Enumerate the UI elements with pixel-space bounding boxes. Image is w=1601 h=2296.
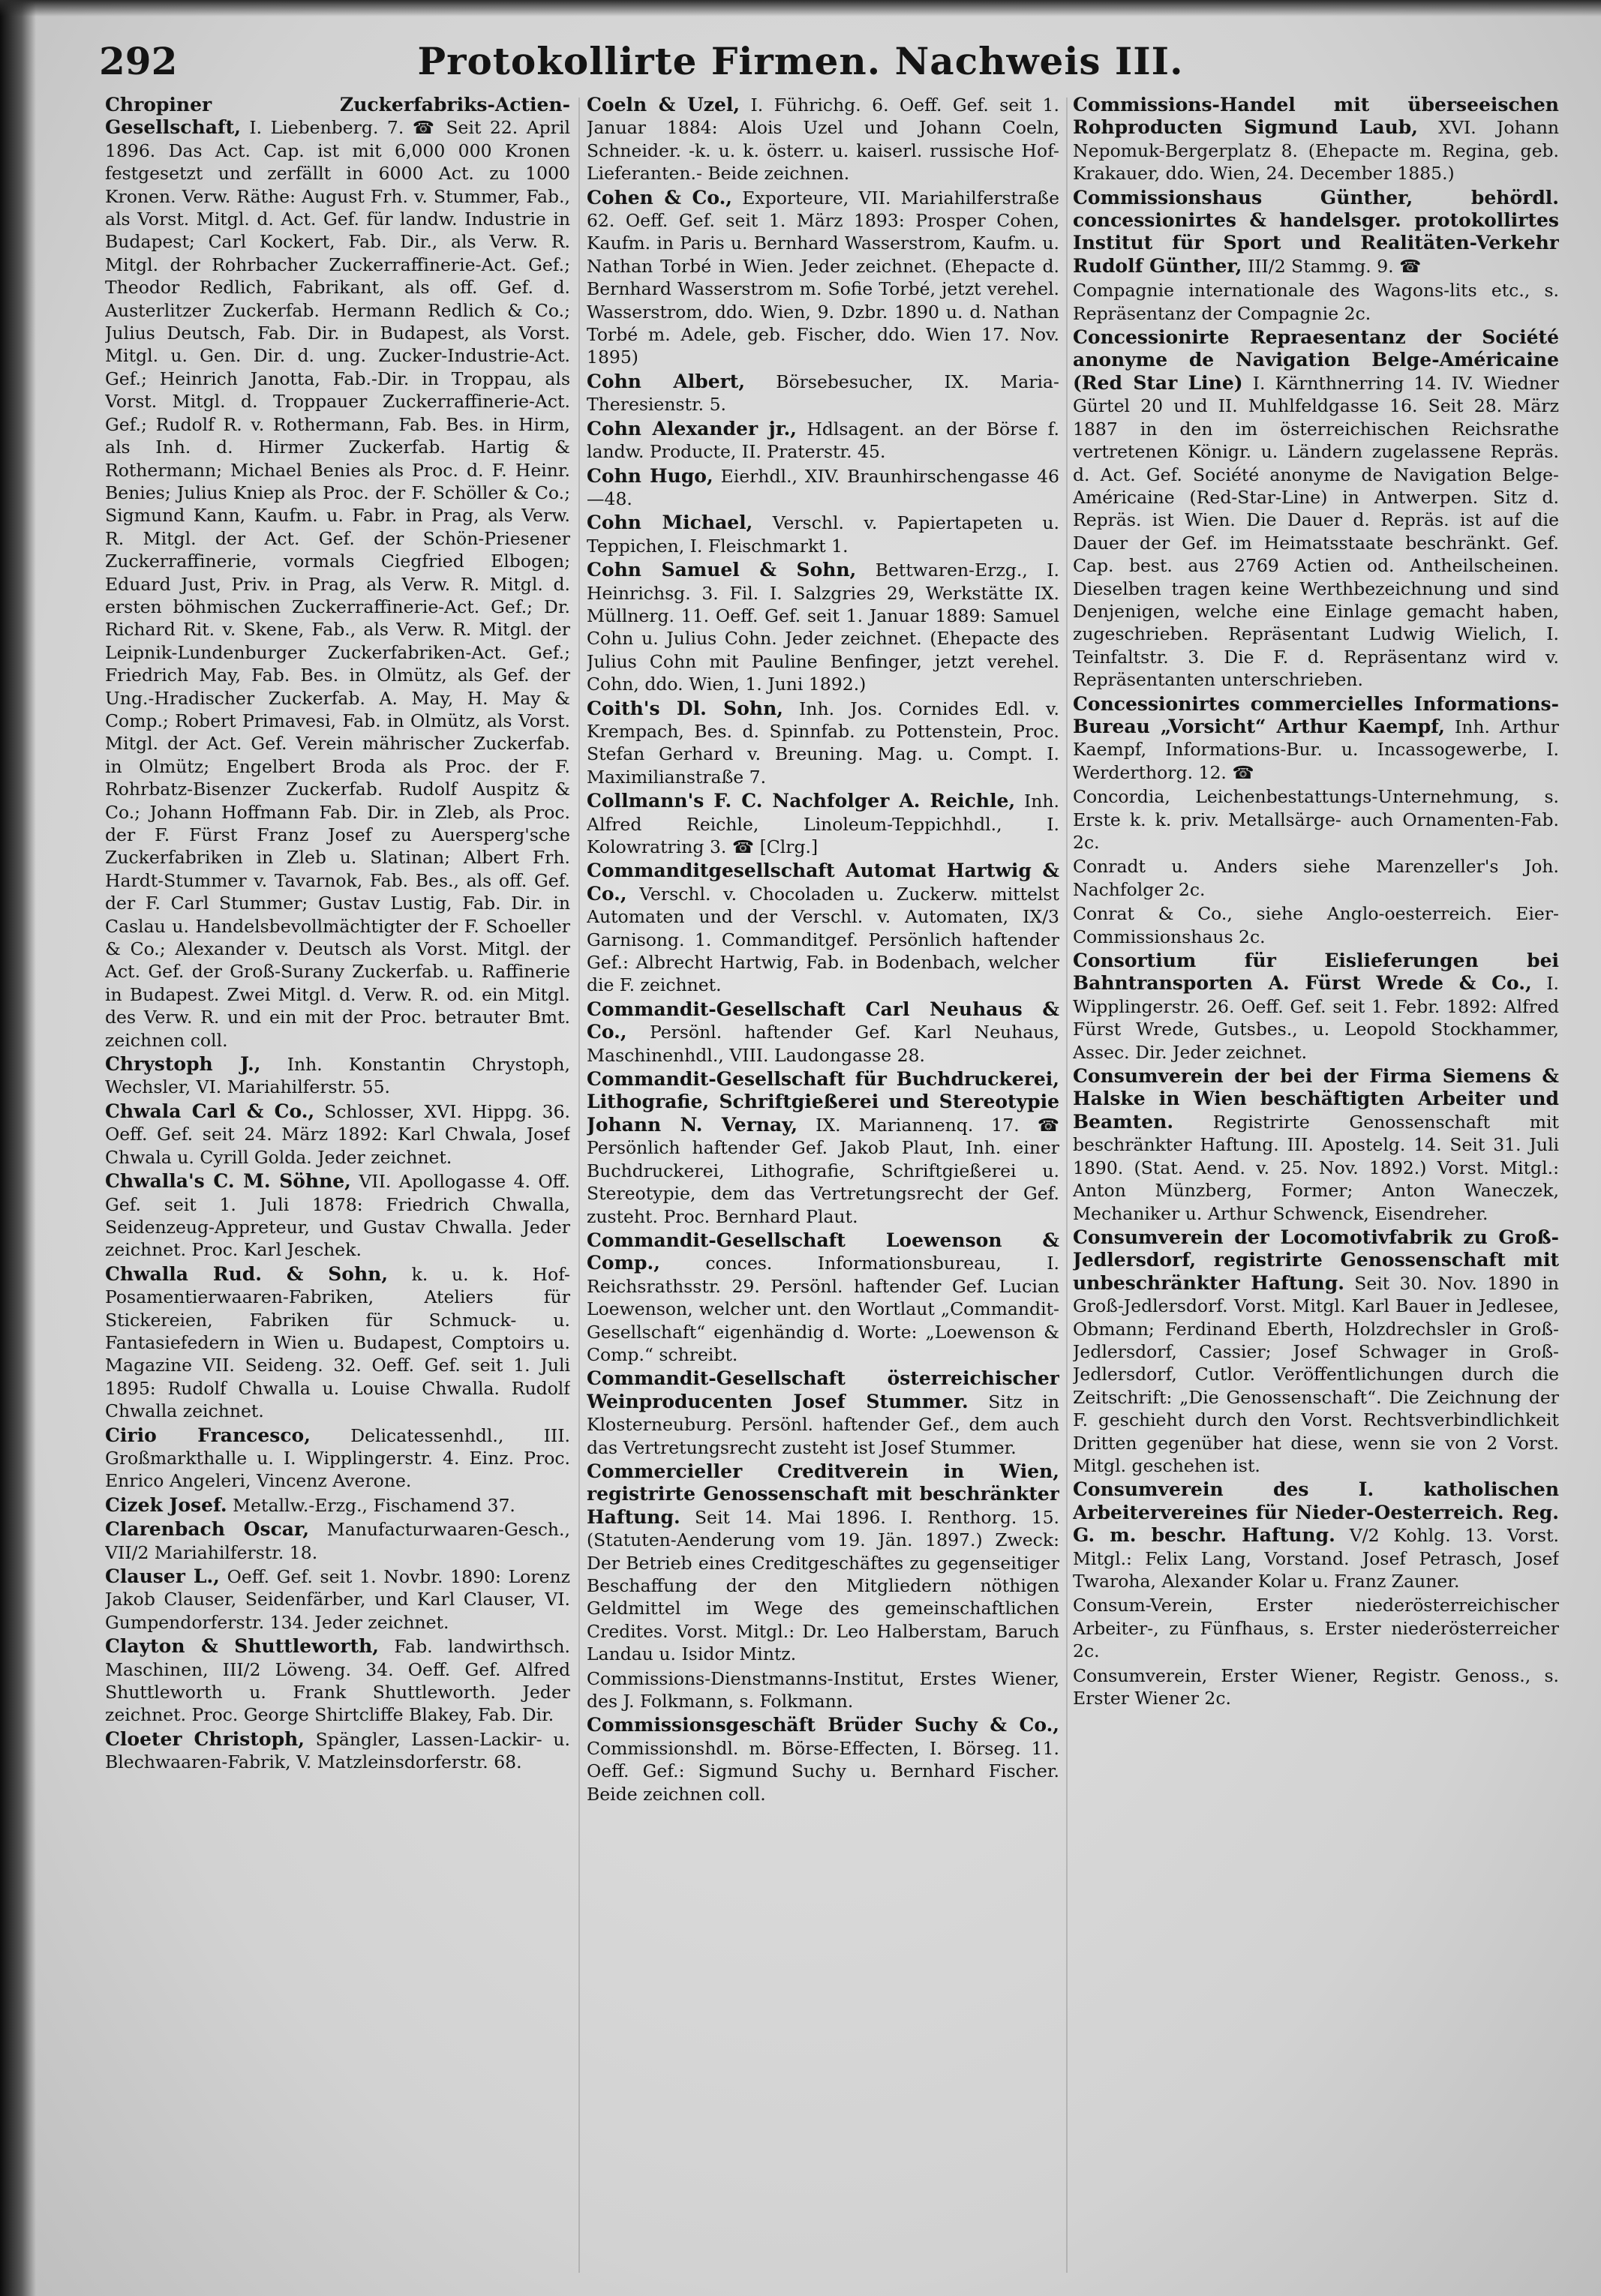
firm-name: Coeln & Uzel,: [587, 94, 740, 116]
directory-entry: [587, 1367, 1059, 1459]
entry-text: Fab. landwirthsch. Maschinen, III/2 Löweng. 34. Oeff. Gef. Alfred Shuttleworth u. Frank Shuttleworth. Jeder zeichnet. Proc. George Shirtcliffe Blakey, Fab. Dir.: [105, 1636, 570, 1726]
firm-name: Commanditgesellschaft Automat Hartwig & Co.,: [587, 860, 1059, 905]
firm-name: Coith's Dl. Sohn,: [587, 697, 783, 719]
directory-entry: [105, 1635, 570, 1727]
page-header: [0, 36, 1601, 96]
entry-text: Commissions-Dienstmanns-Institut, Erstes Wiener, des J. Folkmann, s. Folkmann.: [587, 1667, 1059, 1712]
firm-name: Commissionsgeschäft Brüder Suchy & Co.,: [587, 1714, 1059, 1736]
firm-name: Cirio Francesco,: [105, 1424, 311, 1446]
entry-text: Persönl. haftender Gef. Karl Neuhaus, Maschinenhdl., VIII. Laudongasse 28.: [587, 1022, 1059, 1066]
firm-name: Chwala Carl & Co.,: [105, 1100, 315, 1122]
directory-entry: [587, 371, 1059, 416]
directory-entry: [1073, 1478, 1559, 1592]
directory-entry: [1073, 326, 1559, 692]
entry-text: XVI. Johann Nepomuk-Bergerplatz 8. (Ehepacte m. Regina, geb. Krakauer, ddo. Wien, 24. December 1885.): [1073, 117, 1559, 185]
directory-entry: [587, 1460, 1059, 1666]
firm-name: Commandit-Gesellschaft österreichischer Weinproducenten Josef Stummer.: [587, 1367, 1059, 1412]
directory-entry: [1073, 1226, 1559, 1477]
directory-entry: [1073, 950, 1559, 1064]
firm-name: Cohn Hugo,: [587, 464, 713, 487]
entry-text: Spängler, Lassen-Lackir- u. Blechwaaren-Fabrik, V. Matzleinsdorferstr. 68.: [105, 1728, 570, 1773]
entry-text: V/2 Kohlg. 13. Vorst. Mitgl.: Felix Lang, Vorstand. Josef Petrasch, Josef Twaroha, Alexander Kolar u. Franz Zauner.: [1073, 1525, 1559, 1592]
directory-entry: [105, 1728, 570, 1774]
entry-text: Concordia, Leichenbestattungs-Unternehmung, s. Erste k. k. priv. Metallsärge- auch Ornamenten-Fab. 2c.: [1073, 786, 1559, 853]
entry-text: Eierhdl., XIV. Braunhirschengasse 46—48.: [587, 465, 1059, 509]
scan-edge-shadow-top: [0, 0, 1601, 17]
entry-text: Verschl. v. Chocoladen u. Zuckerw. mittelst Automaten und der Verschl. v. Automaten, IX/3 Garnisong. 1. Commanditgef. Persönlich haftender Gef.: Albrecht Hartwig, Fab. in Bodenbach, welcher die F. zeichnet.: [587, 883, 1059, 996]
directory-entry: [1073, 187, 1559, 278]
entry-text: Verschl. v. Papiertapeten u. Teppichen, I. Fleischmarkt 1.: [587, 512, 1059, 557]
entry-text: Seit 14. Mai 1896. I. Renthorg. 15. (Statuten-Aenderung vom 19. Jän. 1897.) Zweck: Der Betrieb eines Creditgeschäftes zu gegenseitiger Beschaffung der den Mitgliedern nöthigen Geldmittel im Wege des gemeinschaftlichen Credites. Vorst. Mitgl.: Dr. Leo Halberstam, Baruch Landau u. Isidor Mintz.: [587, 1506, 1059, 1665]
entry-text: Consumverein, Erster Wiener, Registr. Genoss., s. Erster Wiener 2c.: [1073, 1664, 1559, 1709]
directory-entry: [587, 1714, 1059, 1805]
entry-text: Exporteure, VII. Mariahilferstraße 62. Oeff. Gef. seit 1. März 1893: Prosper Cohen, Kaufm. in Paris u. Bernhard Wasserstrom, Kaufm. u. Nathan Torbé in Wien. Jeder zeichnet. (Ehepacte d. Bernhard Wasserstrom m. Sofie Torbé, jetzt verehel. Wasserstrom, ddo. Wien, 9. Dzbr. 1890 u. d. Nathan Torbé m. Adele, geb. Fischer, ddo. Wien 17. Nov. 1895): [587, 187, 1059, 368]
directory-entry: [587, 187, 1059, 369]
running-title: Protokollirte Firmen. Nachweis III.: [417, 39, 1184, 83]
directory-entry: [105, 1494, 570, 1517]
directory-entry: [1073, 1664, 1559, 1710]
directory-entry: [1073, 1594, 1559, 1662]
firm-name: Consumverein des I. katholischen Arbeitervereines für Nieder-Oesterreich. Reg. G. m. beschr. Haftung.: [1073, 1478, 1559, 1547]
directory-entry: [587, 1667, 1059, 1713]
column-1: [105, 94, 570, 2284]
directory-entry: [105, 94, 570, 1052]
entry-text: Inh. Jos. Cornides Edl. v. Krempach, Bes. d. Spinnfab. zu Pottenstein, Proc. Stefan Gerhard v. Breuning. Mag. u. Compt. I. Maximilianstraße 7.: [587, 698, 1059, 788]
directory-entry: [1073, 1065, 1559, 1225]
directory-entry: [587, 860, 1059, 996]
directory-entry: [1073, 785, 1559, 854]
firm-name: Cizek Josef.: [105, 1493, 227, 1516]
firm-name: Commissionshaus Günther, behördl. concessionirtes & handelsger. protokollirtes Institut für Sport und Realitäten-Verkehr Rudolf Günther,: [1073, 186, 1559, 277]
entry-text: Delicatessenhdl., III. Großmarkthalle u. I. Wipplingerstr. 4. Einz. Proc. Enrico Angeleri, Vincenz Averone.: [105, 1424, 570, 1492]
entry-text: Registrirte Genossenschaft mit beschränkter Haftung. III. Apostelg. 14. Seit 31. Juli 1890. (Stat. Aend. v. 25. Nov. 1892.) Vorst. Mitgl.: Anton Münzberg, Former; Anton Waneczek, Mechaniker u. Arthur Schwenck, Eisendreher.: [1073, 1111, 1559, 1224]
directory-entry: [587, 698, 1059, 789]
entry-text: Oeff. Gef. seit 1. Novbr. 1890: Lorenz Jakob Clauser, Seidenfärber, und Karl Clauser, VI. Gumpendorferstr. 134. Jeder zeichnet.: [105, 1566, 570, 1633]
firm-name: Collmann's F. C. Nachfolger A. Reichle,: [587, 790, 1016, 812]
entry-text: Bettwaren-Erzg., I. Heinrichsg. 3. Fil. I. Salzgries 29, Werkstätte IX. Müllnerg. 11. Oeff. Gef. seit 1. Januar 1889: Samuel Cohn u. Julius Cohn. Jeder zeichnet. (Ehepacte des Julius Cohn mit Pauline Benfinger, jetzt verehel. Cohn, ddo. Wien, 1. Juni 1892.): [587, 560, 1059, 695]
firm-name: Commandit-Gesellschaft Loewenson & Comp.,: [587, 1229, 1059, 1274]
entry-text: Conrat & Co., siehe Anglo-oesterreich. Eier-Commissionshaus 2c.: [1073, 903, 1559, 947]
firm-name: Chropiner Zuckerfabriks-Actien-Gesellschaft,: [105, 94, 570, 139]
directory-entry: [1073, 94, 1559, 185]
directory-entry: [105, 1170, 570, 1262]
column-divider: [1066, 98, 1068, 2273]
entry-text: I. Liebenberg. 7. ☎ Seit 22. April 1896. Das Act. Cap. ist mit 6,000 000 Kronen festgesetzt und zerfällt in 6000 Act. zu 1000 Kronen. Verw. Räthe: August Frh. v. Stummer, Fab., als Vorst. Mitgl. d. Act. Gef. für landw. Industrie in Budapest; Carl Kockert, Fab. Dir., als Verw. R. Mitgl. der Rohrbacher Zuckerraffinerie-Act. Gef.; Theodor Redlich, Fabrikant, als off. Gef. d. Austerlitzer Zuckerfab. Hermann Redlich & Co.; Julius Deutsch, Fab. Dir. in Budapest, als Vorst. Mitgl. u. Gen. Dir. d. ung. Zucker-Industrie-Act. Gef.; Heinrich Janotta, Fab.-Dir. in Troppau, als Vorst. Mitgl. d. Troppauer Zuckerraffinerie-Act. Gef.; Rudolf R. v. Rothermann, Fab. Bes. in Hirm, als Inh. d. Hirmer Zuckerfab. Hartig & Rothermann; Michael Benies als Proc. d. F. Heinr. Benies; Julius Kniep als Proc. der F. Schöller & Co.; Sigmund Kann, Kaufm. u. Fabr. in Prag, als Verw. R. Mitgl. der Act. Gef. der Schön-Priesener Zuckerraffinerie, vormals Ciegfried Elbogen; Eduard Just, Priv. in Prag, als Verw. R. Mitgl. d. ersten böhmischen Zuckerraffinerie-Act. Gef.; Dr. Richard Rit. v. Skene, Fab., als Verw. R. Mitgl. der Leipnik-Lundenburger Zuckerfabriken-Act. Gef.; Friedrich May, Fab. Bes. in Olmütz, als Gef. der Ung.-Hradischer Zuckerfab. A. May, H. May & Comp.; Robert Primavesi, Fab. in Olmütz, als Vorst. Mitgl. der Act. Gef. Verein mährischer Zuckerfab. in Olmütz; Engelbert Broda als Proc. der F. Rohrbatz-Bisenzer Zuckerfab. Rudolf Auspitz & Co.; Johann Hoffmann Fab. Dir. in Zleb, als Proc. der F. Fürst Franz Josef zu Auersperg'sche Zuckerfabriken in Zleb u. Slatinan; Albert Frh. Hardt-Stummer v. Tavarnok, Fab. Bes., als off. Gef. der F. Carl Stummer; Gustav Lustig, Fab. Dir. in Caslau u. Handelsbevollmächtigter der F. Schoeller & Co.; Alexander v. Deutsch als Vorst. Mitgl. der Act. Gef. der Groß-Surany Zuckerfab. u. Raffinerie in Budapest. Zwei Mitgl. d. Verw. R. od. ein Mitgl. des Verw. R. und ein mit der Proc. betrauter Bmt. zeichnen coll.: [105, 117, 570, 1051]
firm-name: Concessionirte Repraesentanz der Société anonyme de Navigation Belge-Américaine (Red Star Line): [1073, 326, 1559, 394]
firm-name: Commandit-Gesellschaft Carl Neuhaus & Co.,: [587, 998, 1059, 1043]
entry-text: Inh. Alfred Reichle, Linoleum-Teppichhdl., I. Kolowratring 3. ☎ [Clrg.]: [587, 791, 1059, 857]
directory-entry: [587, 790, 1059, 858]
firm-name: Commercieller Creditverein in Wien, registrirte Genossenschaft mit beschränkter Haftung.: [587, 1460, 1059, 1528]
firm-name: Cohn Albert,: [587, 370, 746, 392]
entry-text: Metallw.-Erzg., Fischamend 37.: [233, 1494, 515, 1516]
directory-entry: [1073, 693, 1559, 785]
firm-name: Commissions-Handel mit überseeischen Rohproducten Sigmund Laub,: [1073, 94, 1559, 139]
firm-name: Consortium für Eislieferungen bei Bahntransporten A. Fürst Wrede & Co.,: [1073, 950, 1559, 995]
firm-name: Chwalla Rud. & Sohn,: [105, 1262, 389, 1285]
directory-entry: [105, 1263, 570, 1423]
entry-text: conces. Informationsbureau, I. Reichsrathsstr. 29. Persönl. haftender Gef. Lucian Loewenson, welcher unt. den Wortlaut „Commandit-Gesellschaft“ eigenhändig d. Worte: „Loewenson & Comp.“ schreibt.: [587, 1253, 1059, 1365]
entry-text: Compagnie internationale des Wagons-lits etc., s. Repräsentanz der Compagnie 2c.: [1073, 280, 1559, 324]
firm-name: Cohn Alexander jr.,: [587, 417, 797, 440]
column-divider: [578, 98, 580, 2273]
firm-name: Cohn Michael,: [587, 512, 753, 534]
firm-name: Clarenbach Oscar,: [105, 1518, 310, 1541]
entry-text: Manufacturwaaren-Gesch., VII/2 Mariahilferstr. 18.: [105, 1519, 570, 1563]
directory-entry: [105, 1053, 570, 1099]
entry-text: Consum-Verein, Erster niederösterreichischer Arbeiter-, zu Fünfhaus, s. Erster niederösterreicher 2c.: [1073, 1595, 1559, 1662]
firm-name: Chwalla's C. M. Söhne,: [105, 1170, 351, 1193]
directory-entry: [1073, 902, 1559, 948]
entry-text: Schlosser, XVI. Hippg. 36. Oeff. Gef. seit 24. März 1892: Karl Chwala, Josef Chwala u. Cyrill Golda. Jeder zeichnet.: [105, 1100, 570, 1168]
firm-name: Chrystoph J.,: [105, 1053, 261, 1076]
firm-name: Concessionirtes commercielles Informations-Bureau „Vorsicht“ Arthur Kaempf,: [1073, 692, 1559, 737]
directory-entry: [587, 998, 1059, 1067]
page-number: 292: [99, 39, 178, 83]
directory-entry: [105, 1565, 570, 1634]
firm-name: Consumverein der bei der Firma Siemens & Halske in Wien beschäftigten Arbeiter und Beamten.: [1073, 1065, 1559, 1133]
entry-text: Hdlsagent. an der Börse f. landw. Producte, II. Praterstr. 45.: [587, 418, 1059, 463]
directory-entry: [587, 465, 1059, 511]
entry-text: Inh. Konstantin Chrystoph, Wechsler, VI. Mariahilferstr. 55.: [105, 1054, 570, 1098]
directory-entry: [587, 559, 1059, 695]
directory-entry: [587, 418, 1059, 464]
firm-name: Consumverein der Locomotivfabrik zu Groß-Jedlersdorf, registrirte Genossenschaft mit unbeschränkter Haftung.: [1073, 1226, 1559, 1294]
entry-text: I. Wipplingerstr. 26. Oeff. Gef. seit 1. Febr. 1892: Alfred Fürst Wrede, Gutsbes., u. Leopold Stockhammer, Assec. Dir. Jeder zeichnet.: [1073, 973, 1559, 1063]
entry-text: I. Führichg. 6. Oeff. Gef. seit 1. Januar 1884: Alois Uzel und Johann Coeln, Schneider. -k. u. k. österr. u. kaiserl. russische Hof-Lieferanten.- Beide zeichnen.: [587, 95, 1059, 185]
directory-entry: [105, 1518, 570, 1564]
firm-name: Commandit-Gesellschaft für Buchdruckerei, Lithografie, Schriftgießerei und Stereotypie Johann N. Vernay,: [587, 1068, 1059, 1136]
entry-text: I. Kärnthnerring 14. IV. Wiedner Gürtel 20 und II. Muhlfeldgasse 16. Seit 28. März 1887 in den im österreichischen Reichsrathe vertretenen Königr. u. Ländern zugelassene Repräs. d. Act. Gef. Société anonyme de Navigation Belge-Américaine (Red-Star-Line) in Antwerpen. Sitz d. Repräs. ist Wien. Die Dauer d. Repräs. ist auf die Dauer der Gef. im Heimatsstaate beschränkt. Gef. Cap. best. aus 2769 Actien od. Antheilscheinen. Dieselben tragen keine Werthbezeichnung und sind Denjenigen, welche eine Einlage gemacht haben, zugeschrieben. Repräsentant Ludwig Wielich, I. Teinfaltstr. 3. Die F. d. Repräsentanz wird v. Repräsentanten unterschrieben.: [1073, 372, 1559, 691]
column-3: [1073, 94, 1559, 2284]
directory-entry: [587, 1229, 1059, 1366]
firm-name: Clayton & Shuttleworth,: [105, 1635, 380, 1658]
directory-entry: [1073, 855, 1559, 901]
directory-entry: [105, 1424, 570, 1493]
directory-entry: [587, 1068, 1059, 1228]
entry-text: IX. Mariannenq. 17. ☎ Persönlich haftender Gef. Jakob Plaut, Inh. einer Buchdruckerei, Lithografie, Schriftgießerei u. Stereotypie, dem das Vertretungsrecht der Gef. zusteht. Proc. Bernhard Plaut.: [587, 1114, 1059, 1227]
directory-entry: [587, 512, 1059, 557]
entry-text: Sitz in Klosterneuburg. Persönl. haftender Gef., dem auch das Vertretungsrecht zusteht ist Josef Stummer.: [587, 1391, 1059, 1458]
firm-name: Cohen & Co.,: [587, 186, 732, 209]
scan-edge-shadow: [0, 0, 36, 2296]
entry-text: k. u. k. Hof-Posamentierwaaren-Fabriken, Ateliers für Stickereien, Fabriken für Schmuck- u. Fantasiefedern in Wien u. Budapest, Comptoirs u. Magazine VII. Seideng. 32. Oeff. Gef. seit 1. Juli 1895: Rudolf Chwalla u. Louise Chwalla. Rudolf Chwalla zeichnet.: [105, 1263, 570, 1422]
directory-entry: [1073, 279, 1559, 325]
firm-name: Cloeter Christoph,: [105, 1727, 305, 1750]
firm-name: Cohn Samuel & Sohn,: [587, 559, 857, 581]
entry-text: III/2 Stammg. 9. ☎: [1247, 255, 1422, 277]
column-2: [587, 94, 1059, 2284]
entry-text: Seit 30. Nov. 1890 in Groß-Jedlersdorf. Vorst. Mitgl. Karl Bauer in Jedlesee, Obmann; Ferdinand Eberth, Holzdrechsler in Groß-Jedlersdorf, Cassier; Josef Schwager in Groß-Jedlersdorf, Cutlor. Veröffentlichungen durch die Zeitschrift: „Die Genossenschaft“. Die Zeichnung der F. geschieht durch den Vorst. Rechtsverbindlichkeit Dritten gegenüber hat diese, wenn sie von 2 Vorst. Mitgl. geschehen ist.: [1073, 1272, 1559, 1476]
firm-name: Clauser L.,: [105, 1565, 220, 1587]
entry-text: Commissionshdl. m. Börse-Effecten, I. Börseg. 11. Oeff. Gef.: Sigmund Suchy u. Bernhard Fischer. Beide zeichnen coll.: [587, 1737, 1059, 1805]
entry-text: Börsebesucher, IX. Maria-Theresienstr. 5.: [587, 371, 1059, 416]
directory-entry: [587, 94, 1059, 185]
entry-text: Inh. Arthur Kaempf, Informations-Bur. u. Incassogewerbe, I. Werderthorg. 12. ☎: [1073, 716, 1559, 783]
directory-entry: [105, 1100, 570, 1169]
entry-text: Conradt u. Anders siehe Marenzeller's Joh. Nachfolger 2c.: [1073, 856, 1559, 900]
entry-text: VII. Apollogasse 4. Off. Gef. seit 1. Juli 1878: Friedrich Chwalla, Seidenzeug-Appreteur, und Gustav Chwalla. Jeder zeichnet. Proc. Karl Jeschek.: [105, 1171, 570, 1261]
